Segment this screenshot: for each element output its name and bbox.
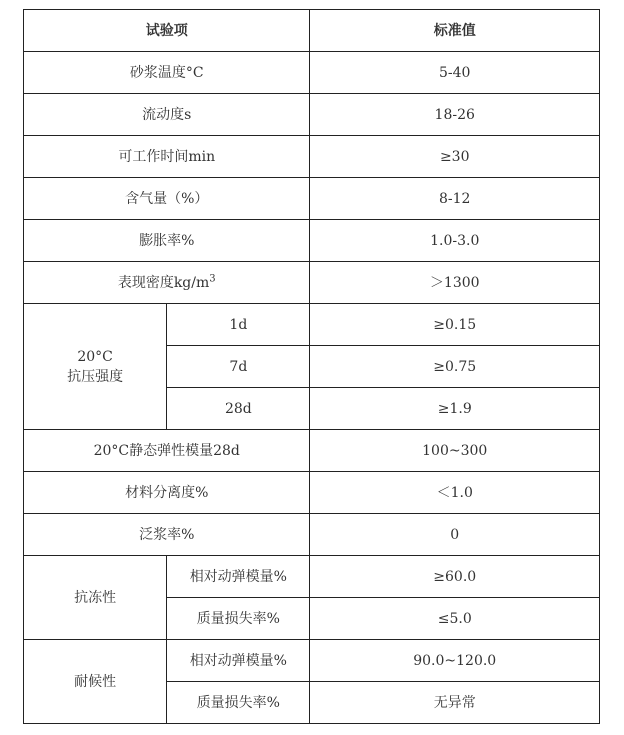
table-row xyxy=(24,304,600,346)
group-label-frost: 抗冻性 xyxy=(24,556,167,640)
row-value: 1.0-3.0 xyxy=(310,220,600,262)
row-value: 18-26 xyxy=(310,94,600,136)
sub-label: 相对动弹模量% xyxy=(167,640,310,682)
strength-label-line1: 20°C xyxy=(77,348,113,365)
row-label xyxy=(24,262,310,304)
row-value: 无异常 xyxy=(310,682,600,724)
row-value: 100~300 xyxy=(310,430,600,472)
row-value: 8-12 xyxy=(310,178,600,220)
table-row xyxy=(24,178,600,220)
row-value: 5-40 xyxy=(310,52,600,94)
sub-label: 1d xyxy=(167,304,310,346)
row-label: 流动度s xyxy=(24,94,310,136)
sub-label: 质量损失率% xyxy=(167,598,310,640)
table-row xyxy=(24,472,600,514)
sub-label: 28d xyxy=(167,388,310,430)
group-label-weather: 耐候性 xyxy=(24,640,167,724)
table-row xyxy=(24,640,600,682)
row-label: 泛浆率% xyxy=(24,514,310,556)
density-label: 表现密度kg/m xyxy=(117,274,210,291)
table-row xyxy=(24,136,600,178)
row-label: 可工作时间min xyxy=(24,136,310,178)
row-value: ≥60.0 xyxy=(310,556,600,598)
row-label: 砂浆温度°C xyxy=(24,52,310,94)
row-value: ≥30 xyxy=(310,136,600,178)
sub-label: 7d xyxy=(167,346,310,388)
row-value: ≥0.75 xyxy=(310,346,600,388)
row-label: 含气量（%） xyxy=(24,178,310,220)
row-label: 20°C静态弹性模量28d xyxy=(24,430,310,472)
row-value: ＞1300 xyxy=(310,262,600,304)
sub-label: 相对动弹模量% xyxy=(167,556,310,598)
row-value: ≥0.15 xyxy=(310,304,600,346)
row-value: 90.0~120.0 xyxy=(310,640,600,682)
table-row xyxy=(24,514,600,556)
table-row xyxy=(24,220,600,262)
header-row xyxy=(24,10,600,52)
row-label: 材料分离度% xyxy=(24,472,310,514)
table-row xyxy=(24,52,600,94)
sub-label: 质量损失率% xyxy=(167,682,310,724)
spec-table xyxy=(23,9,600,724)
header-standard: 标准值 xyxy=(310,10,600,52)
row-value: ＜1.0 xyxy=(310,472,600,514)
row-value: 0 xyxy=(310,514,600,556)
strength-label-line2: 抗压强度 xyxy=(67,368,124,385)
row-value: ≥1.9 xyxy=(310,388,600,430)
header-item: 试验项 xyxy=(24,10,310,52)
table-row xyxy=(24,94,600,136)
table-row xyxy=(24,430,600,472)
table-row xyxy=(24,262,600,304)
row-value: ≤5.0 xyxy=(310,598,600,640)
density-exponent: 3 xyxy=(209,272,216,284)
row-label: 膨胀率% xyxy=(24,220,310,262)
table-row xyxy=(24,556,600,598)
group-label-strength xyxy=(24,304,167,430)
